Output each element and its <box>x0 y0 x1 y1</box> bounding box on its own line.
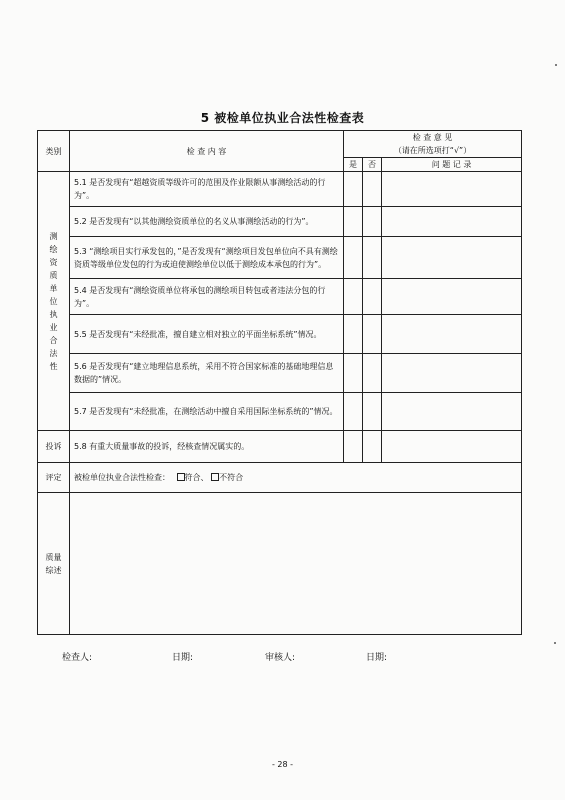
check-yes-5-8[interactable] <box>344 431 363 463</box>
check-yes-5-2[interactable] <box>344 207 363 237</box>
page-number: - 28 - <box>271 760 294 769</box>
issue-5-5[interactable] <box>382 315 522 354</box>
check-no-5-7[interactable] <box>363 393 382 431</box>
check-yes-5-6[interactable] <box>344 354 363 393</box>
table-row <box>38 279 522 315</box>
date-label-2: 日期: <box>366 653 388 663</box>
check-yes-5-1[interactable] <box>344 172 363 207</box>
issue-5-3[interactable] <box>382 237 522 279</box>
label-nonconform: 不符合 <box>219 473 244 482</box>
check-no-5-5[interactable] <box>363 315 382 354</box>
issue-5-7[interactable] <box>382 393 522 431</box>
category-evaluation: 评定 <box>38 463 70 493</box>
table-row <box>38 463 522 493</box>
check-no-5-2[interactable] <box>363 207 382 237</box>
header-content: 检 查 内 容 <box>70 131 344 172</box>
table-row <box>38 237 522 279</box>
inspection-table <box>37 130 522 635</box>
evaluation-cell <box>70 463 522 493</box>
header-opinion-title: 检 查 意 见 <box>412 133 453 142</box>
inspector-label: 检查人: <box>62 653 93 663</box>
check-yes-5-3[interactable] <box>344 237 363 279</box>
issue-5-6[interactable] <box>382 354 522 393</box>
issue-5-1[interactable] <box>382 172 522 207</box>
checkbox-conform[interactable] <box>177 473 185 481</box>
check-no-5-4[interactable] <box>363 279 382 315</box>
issue-5-8[interactable] <box>382 431 522 463</box>
header-opinion-note: （请在所选项打“√”） <box>393 146 472 155</box>
category-complaint: 投诉 <box>38 431 70 463</box>
header-row-1 <box>38 131 522 158</box>
scan-speck <box>555 64 557 66</box>
category-legal-label: 测绘资质单位执业合法性 <box>49 231 58 371</box>
table-row <box>38 431 522 463</box>
item-5-7: 5.7 是否发现有“未经批准，在测绘活动中擅自采用国际坐标系统的”情况。 <box>70 393 344 431</box>
date-label-1: 日期: <box>172 653 194 663</box>
check-no-5-1[interactable] <box>363 172 382 207</box>
check-no-5-6[interactable] <box>363 354 382 393</box>
category-legal <box>38 172 70 431</box>
table-row <box>38 354 522 393</box>
check-no-5-8[interactable] <box>363 431 382 463</box>
item-5-2: 5.2 是否发现有“以其他测绘资质单位的名义从事测绘活动的行为”。 <box>70 207 344 237</box>
evaluation-text: 被检单位执业合法性检查： <box>74 473 170 482</box>
check-no-5-3[interactable] <box>363 237 382 279</box>
check-yes-5-5[interactable] <box>344 315 363 354</box>
table-row <box>38 207 522 237</box>
table-row <box>38 315 522 354</box>
scan-speck <box>554 642 556 644</box>
header-category: 类别 <box>38 131 70 172</box>
table-row <box>38 393 522 431</box>
header-opinion <box>344 131 522 158</box>
category-summary-label: 质量综述 <box>45 552 62 575</box>
label-conform: 符合、 <box>184 473 209 482</box>
check-yes-5-7[interactable] <box>344 393 363 431</box>
header-yes: 是 <box>344 158 363 172</box>
item-5-1: 5.1 是否发现有“超越资质等级许可的范围及作业限额从事测绘活动的行为”。 <box>70 172 344 207</box>
issue-5-4[interactable] <box>382 279 522 315</box>
category-summary <box>38 493 70 635</box>
checkbox-nonconform[interactable] <box>211 473 219 481</box>
issue-5-2[interactable] <box>382 207 522 237</box>
item-5-4: 5.4 是否发现有“测绘资质单位将承包的测绘项目转包或者违法分包的行为”。 <box>70 279 344 315</box>
table-row <box>38 172 522 207</box>
table-row <box>38 493 522 635</box>
item-5-5: 5.5 是否发现有“未经批准，擅自建立相对独立的平面坐标系统”情况。 <box>70 315 344 354</box>
item-5-8: 5.8 有重大质量事故的投诉，经核查情况属实的。 <box>70 431 344 463</box>
reviewer-label: 审核人: <box>265 653 296 663</box>
item-5-3: 5.3 “测绘项目实行承发包的，”是否发现有“测绘项目发包单位向不具有测绘资质等级单位发包的行为或迫使测绘单位以低于测绘成本承包的行为”。 <box>70 237 344 279</box>
summary-cell[interactable] <box>70 493 522 635</box>
check-yes-5-4[interactable] <box>344 279 363 315</box>
table-title: 5 被检单位执业合法性检查表 <box>200 111 365 125</box>
header-no: 否 <box>363 158 382 172</box>
item-5-6: 5.6 是否发现有“建立地理信息系统，采用不符合国家标准的基础地理信息数据的”情况。 <box>70 354 344 393</box>
header-issue: 问 题 记 录 <box>382 158 522 172</box>
